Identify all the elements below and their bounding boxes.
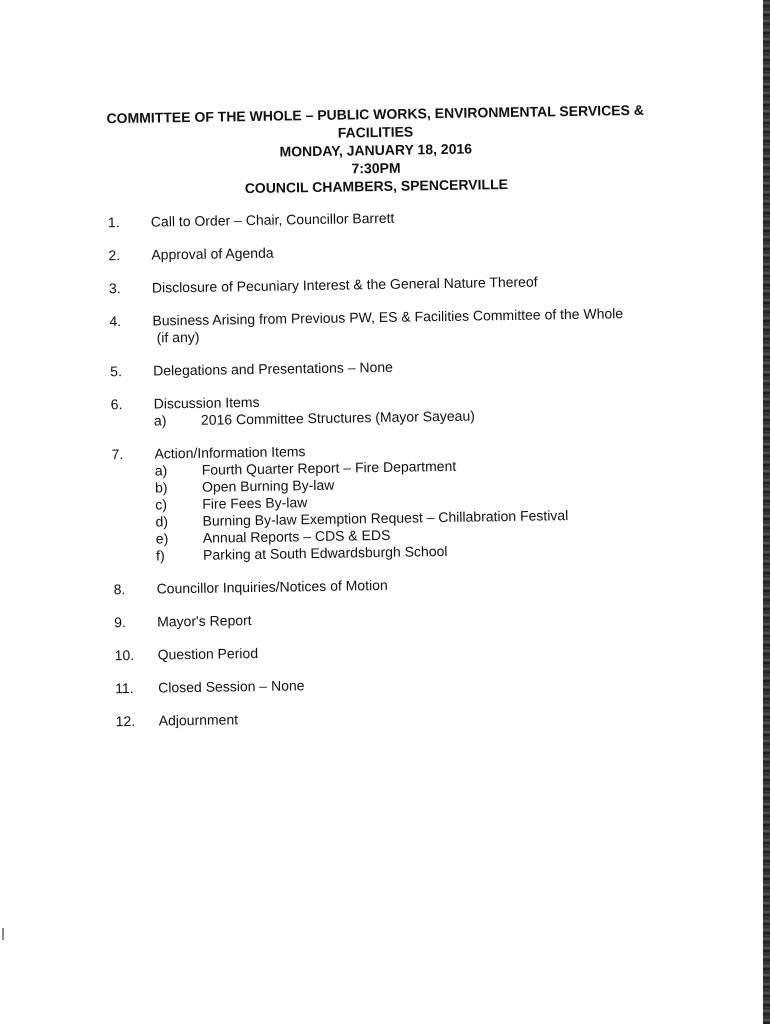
- item-text: Action/Information Items: [154, 443, 306, 462]
- item-body: [154, 388, 651, 430]
- item-text: Discussion Items: [153, 393, 260, 412]
- sub-item-text: 2016 Committee Structures (Mayor Sayeau): [200, 407, 475, 428]
- header-time: 7:30PM: [351, 159, 401, 177]
- sub-item-letter: f): [155, 547, 165, 564]
- item-text: Delegations and Presentations – None: [153, 358, 394, 379]
- item-number: 12.: [115, 712, 136, 730]
- sub-item-letter: a): [153, 412, 167, 429]
- agenda-item-3: [109, 272, 649, 297]
- agenda-list: [108, 206, 656, 746]
- item-text: Question Period: [157, 644, 259, 663]
- header-title: COMMITTEE OF THE WHOLE – PUBLIC WORKS, ENVIRONMENTAL SERVICES &: [106, 101, 645, 127]
- item-number: 7.: [111, 446, 124, 463]
- item-body: [154, 438, 653, 565]
- sub-item-letter: d): [155, 513, 169, 530]
- item-number: 11.: [115, 679, 134, 697]
- scan-speck: [2, 928, 4, 940]
- agenda-item-11: [115, 672, 655, 697]
- item-number: 4.: [109, 313, 122, 330]
- agenda-item-4: [109, 305, 649, 347]
- item-number: 6.: [110, 396, 123, 413]
- agenda-item-7: [111, 438, 653, 565]
- agenda-item-9: [114, 606, 654, 631]
- item-text: Adjournment: [158, 711, 239, 729]
- item-text: [152, 305, 649, 347]
- item-text: Approval of Agenda: [151, 244, 274, 263]
- item-number: 2.: [108, 247, 121, 264]
- sub-item-text: Annual Reports – CDS & EDS: [202, 526, 391, 546]
- scan-edge-shadow: [763, 0, 770, 1024]
- header-date: MONDAY, JANUARY 18, 2016: [279, 140, 473, 160]
- item-text: Councillor Inquiries/Notices of Motion: [156, 576, 388, 597]
- agenda-item-8: [113, 573, 653, 598]
- sub-item-letter: b): [154, 479, 168, 496]
- agenda-item-12: [116, 705, 656, 730]
- agenda-item-6: [111, 388, 651, 430]
- header-title-continued: FACILITIES: [337, 123, 414, 141]
- agenda-header: [95, 101, 656, 200]
- header-location: COUNCIL CHAMBERS, SPENCERVILLE: [244, 175, 509, 197]
- agenda-item-1: [108, 206, 648, 231]
- item-text-continuation: (if any): [156, 328, 200, 346]
- agenda-item-5: [110, 355, 650, 380]
- agenda-item-10: [115, 639, 655, 664]
- sub-item-letter: c): [155, 496, 168, 513]
- item-number: 9.: [114, 614, 126, 631]
- sub-item-text: Fourth Quarter Report – Fire Department: [201, 457, 457, 478]
- sub-item-text: Fire Fees By-law: [202, 494, 308, 512]
- item-text: Call to Order – Chair, Councillor Barrett: [150, 209, 395, 230]
- item-number: 1.: [107, 214, 120, 231]
- sub-item-letter: e): [155, 530, 169, 547]
- item-number: 8.: [113, 581, 126, 598]
- item-number: 3.: [108, 280, 121, 297]
- item-text-line: Business Arising from Previous PW, ES & Facilities Committee of the Whole: [152, 305, 624, 329]
- sub-item-text: Burning By-law Exemption Request – Chillabration Festival: [202, 507, 569, 529]
- item-text: Disclosure of Pecuniary Interest & the General Nature Thereof: [151, 273, 538, 296]
- item-number: 5.: [110, 363, 123, 380]
- item-text: Closed Session – None: [158, 677, 305, 696]
- sub-item-text: Open Burning By-law: [201, 476, 335, 495]
- sub-item-letter: a): [154, 462, 168, 479]
- item-number: 10.: [114, 646, 135, 664]
- agenda-item-2: [108, 239, 648, 264]
- sub-item-text: Parking at South Edwardsburgh School: [202, 542, 448, 563]
- item-text: Mayor's Report: [157, 612, 252, 630]
